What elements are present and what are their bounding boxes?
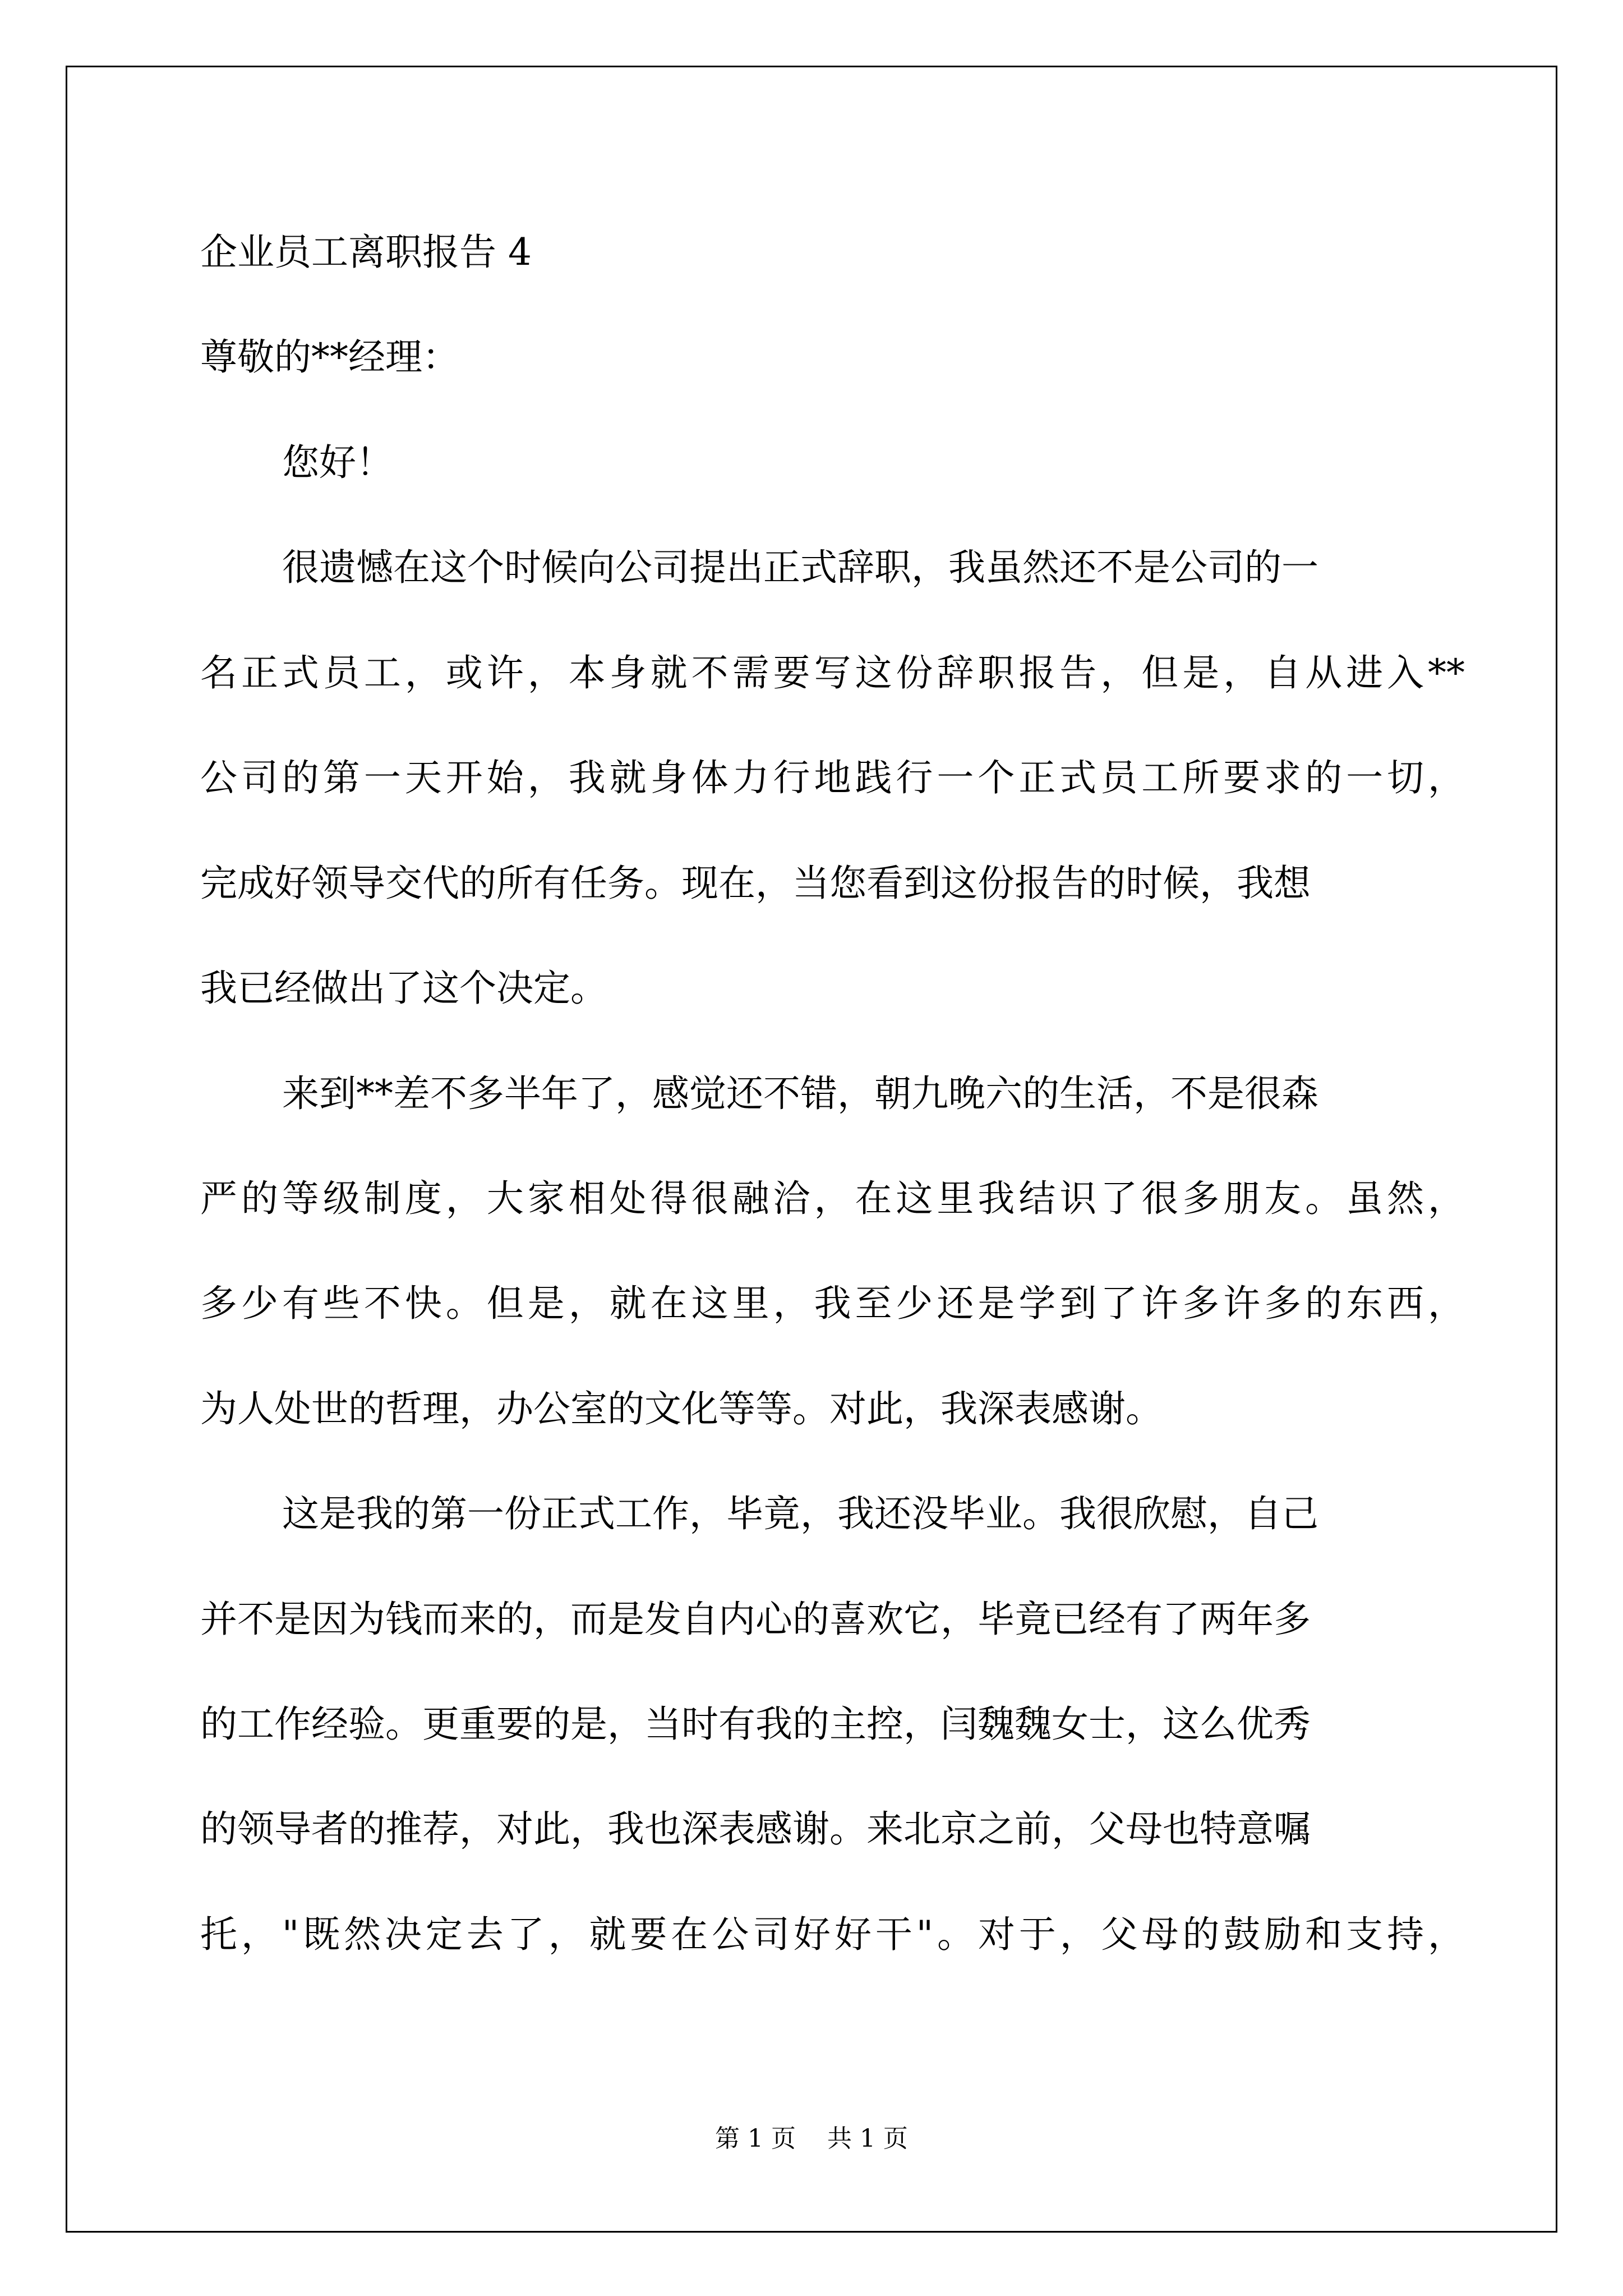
document-title: 企业员工离职报告 4 [200, 231, 532, 274]
greeting: 您好！ [282, 441, 393, 484]
paragraph-1-line-1: 很遗憾在这个时候向公司提出正式辞职，我虽然还不是公司的一 [282, 546, 1318, 589]
paragraph-1-line-4: 完成好领导交代的所有任务。现在，当您看到这份报告的时候，我想 [200, 862, 1311, 905]
paragraph-3-line-1: 这是我的第一份正式工作，毕竟，我还没毕业。我很欣慰，自己 [282, 1492, 1318, 1535]
page-border [66, 66, 1557, 2233]
paragraph-2-line-3: 多少有些不快。但是，就在这里，我至少还是学到了许多许多的东西， [200, 1282, 1465, 1325]
paragraph-3-line-5: 托，"既然决定去了，就要在公司好好干"。对于，父母的鼓励和支持， [200, 1913, 1465, 1956]
paragraph-3-line-2: 并不是因为钱而来的，而是发自内心的喜欢它，毕竟已经有了两年多 [200, 1598, 1311, 1641]
page-footer: 第 1 页 共 1 页 [715, 2124, 908, 2153]
salutation: 尊敬的**经理： [200, 335, 459, 379]
paragraph-2-line-1: 来到**差不多半年了，感觉还不错，朝九晚六的生活，不是很森 [282, 1072, 1318, 1115]
paragraph-1-line-5: 我已经做出了这个决定。 [200, 967, 607, 1010]
paragraph-3-line-4: 的领导者的推荐，对此，我也深表感谢。来北京之前，父母也特意嘱 [200, 1807, 1311, 1851]
paragraph-1-line-3: 公司的第一天开始，我就身体力行地践行一个正式员工所要求的一切， [200, 756, 1465, 799]
paragraph-1-line-2: 名正式员工，或许，本身就不需要写这份辞职报告，但是，自从进入** [200, 651, 1465, 694]
paragraph-3-line-3: 的工作经验。更重要的是，当时有我的主控，闫魏魏女士，这么优秀 [200, 1703, 1311, 1746]
paragraph-2-line-2: 严的等级制度，大家相处得很融洽，在这里我结识了很多朋友。虽然， [200, 1177, 1465, 1220]
paragraph-2-line-4: 为人处世的哲理，办公室的文化等等。对此，我深表感谢。 [200, 1387, 1163, 1430]
